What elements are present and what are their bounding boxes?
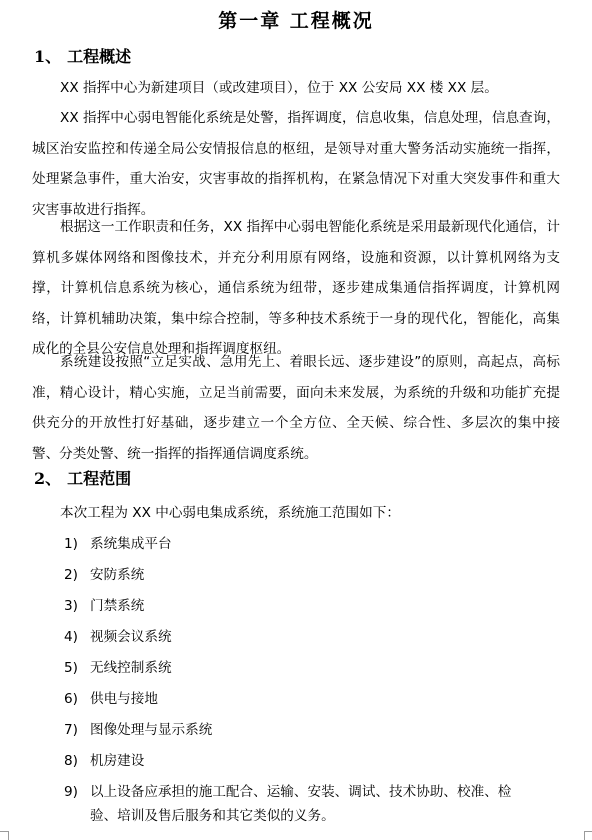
- list-item-number: 7): [64, 722, 78, 738]
- list-item-text: 门禁系统: [90, 598, 145, 614]
- list-item-number: 8): [64, 753, 78, 769]
- paragraph-technology: 根据这一工作职责和任务，XX 指挥中心弱电智能化系统是采用最新现代化通信，计算机多媒体网络和图像技术，并充分利用原有网络，设施和资源，以计算机网络为支撑，计算机信息系统为核心，通信系统为纽带，逐步建成集通信指挥调度，计算机网络，计算机辅助决策，集中综合控制，等多种技术系统于一身的现代化，智能化，高集成化的全县公安信息处理和指挥调度枢纽。: [32, 219, 560, 357]
- list-item: [64, 746, 534, 777]
- list-item: [64, 591, 534, 622]
- section-number: 2、: [34, 469, 62, 488]
- list-item-text: 机房建设: [90, 753, 145, 769]
- list-item: [64, 777, 534, 828]
- list-item-text: 供电与接地: [90, 691, 158, 707]
- list-item-number: 4): [64, 629, 78, 645]
- list-item-text: 图像处理与显示系统: [90, 722, 213, 738]
- list-item: [64, 560, 534, 591]
- list-item-text: 以上设备应承担的施工配合、运输、安装、调试、技术协助、校准、检验、培训及售后服务和其它类似的义务。: [90, 784, 512, 824]
- section-title: 工程概述: [67, 47, 132, 66]
- section-title: 工程范围: [67, 469, 132, 488]
- list-item-number: 1): [64, 536, 78, 552]
- list-item: [64, 653, 534, 684]
- list-item: [64, 715, 534, 746]
- list-item-number: 6): [64, 691, 78, 707]
- list-item: [64, 684, 534, 715]
- section-heading-overview: [34, 44, 131, 67]
- list-item-number: 2): [64, 567, 78, 583]
- section-number: 1、: [34, 47, 62, 66]
- scope-intro: 本次工程为 XX 中心弱电集成系统，系统施工范围如下：: [60, 505, 400, 521]
- paragraph-principles: 系统建设按照“立足实战、急用先上、着眼长远、逐步建设”的原则，高起点，高标准，精心设计，精心实施，立足当前需要，面向未来发展，为系统的升级和功能扩充提供充分的开放性打好基础，逐步建立一个全方位、全天候、综合性、多层次的集中接警、分类处警、统一指挥的指挥通信调度系统。: [32, 354, 560, 462]
- list-item-number: 5): [64, 660, 78, 676]
- list-item: [64, 622, 534, 653]
- list-item-text: 视频会议系统: [90, 629, 172, 645]
- list-item-text: 安防系统: [90, 567, 145, 583]
- section-heading-scope: [34, 466, 131, 489]
- list-item-number: 9): [64, 784, 78, 800]
- paragraph-location: XX 指挥中心为新建项目（或改建项目），位于 XX 公安局 XX 楼 XX 层。: [60, 80, 498, 96]
- chapter-title: 第一章 工程概况: [218, 10, 374, 32]
- scope-list: [64, 529, 534, 828]
- list-item-text: 系统集成平台: [90, 536, 172, 552]
- list-item-text: 无线控制系统: [90, 660, 172, 676]
- list-item: [64, 529, 534, 560]
- paragraph-system-role: XX 指挥中心弱电智能化系统是处警，指挥调度，信息收集，信息处理，信息查询，城区治安监控和传递全局公安情报信息的枢纽，是领导对重大警务活动实施统一指挥，处理紧急事件，重大治安，灾害事故的指挥机构，在紧急情况下对重大突发事件和重大灾害事故进行指挥。: [32, 110, 560, 218]
- list-item-number: 3): [64, 598, 78, 614]
